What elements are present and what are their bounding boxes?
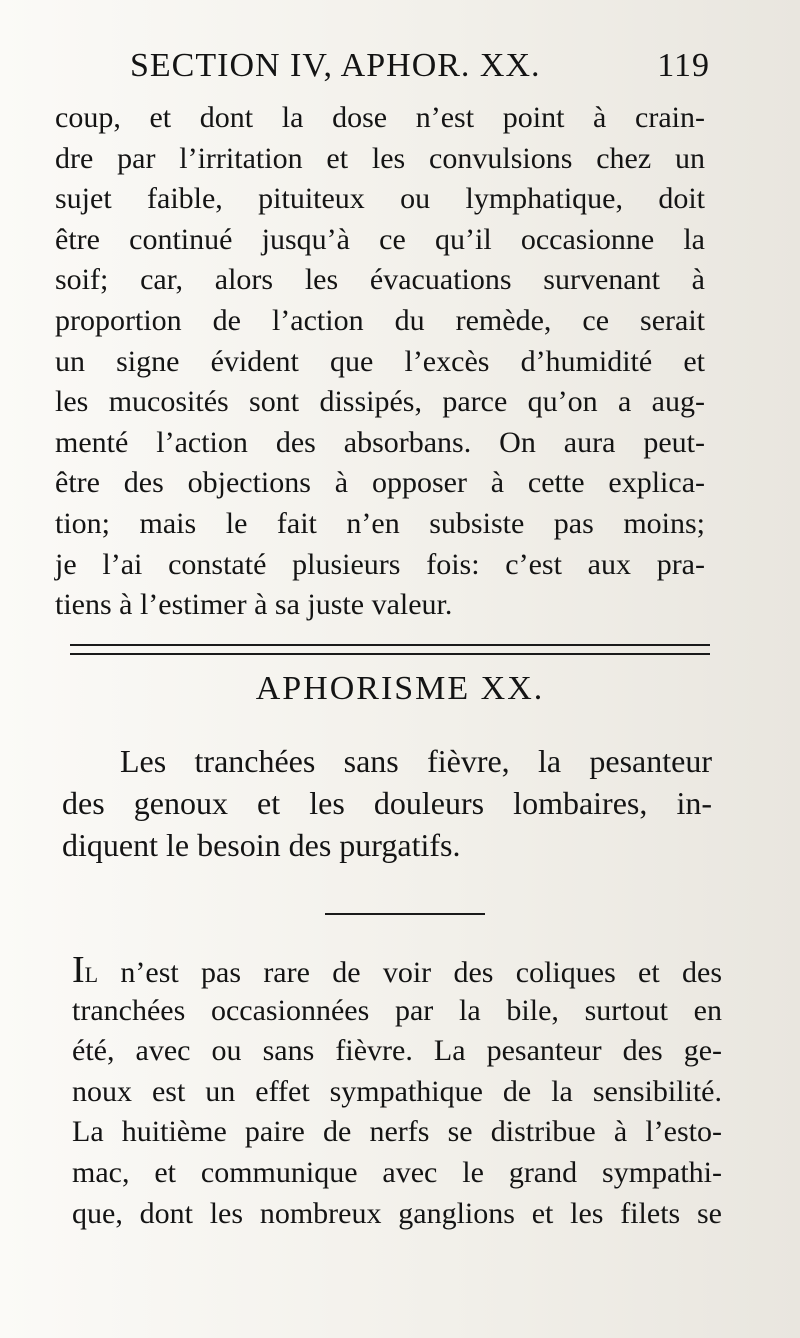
- text-line: La huitième paire de nerfs se distribue à l’esto-: [72, 1115, 722, 1149]
- text-line: Les tranchées sans fièvre, la pesanteur: [120, 743, 712, 779]
- running-header: [130, 44, 710, 88]
- text-line: être continué jusqu’à ce qu’il occasionne la: [55, 222, 705, 256]
- section-divider: [70, 644, 710, 655]
- text-line: un signe évident que l’excès d’humidité et: [55, 344, 705, 378]
- text-line: coup, et dont la dose n’est point à crain-: [55, 101, 705, 134]
- text-line: menté l’action des absorbans. On aura peut-: [55, 425, 705, 459]
- aphorism-text: [62, 740, 712, 866]
- text-line: sujet faible, pituiteux ou lymphatique, doit: [55, 182, 705, 216]
- text-line: été, avec ou sans fièvre. La pesanteur des ge-: [72, 1034, 722, 1068]
- text-line: soif; car, alors les évacuations survenant à: [55, 263, 705, 297]
- text-line: les mucosités sont dissipés, parce qu’on a aug-: [55, 385, 705, 419]
- text-line: proportion de l’action du remède, ce serait: [55, 303, 705, 337]
- text-line: des genoux et les douleurs lombaires, in-: [62, 785, 712, 821]
- short-divider: [325, 913, 485, 915]
- text-line: je l’ai constaté plusieurs fois: c’est aux pra-: [55, 547, 705, 581]
- paragraph-continued: [55, 98, 705, 626]
- page-number: 119: [657, 47, 710, 84]
- text-line: tion; mais le fait n’en subsiste pas moins;: [55, 506, 705, 540]
- text-line: mac, et communique avec le grand sympathi-: [72, 1155, 722, 1189]
- first-line-rest: n’est pas rare de voir des coliques et des: [98, 956, 722, 989]
- text-line: tranchées occasionnées par la bile, surtout en: [72, 993, 722, 1027]
- running-title: SECTION IV, APHOR. XX.: [130, 47, 541, 84]
- drop-cap: I: [72, 949, 85, 991]
- commentary: [72, 950, 722, 1234]
- text-line: tiens à l’estimer à sa juste valeur.: [55, 588, 453, 622]
- text-line: noux est un effet sympathique de la sensibilité.: [72, 1074, 722, 1108]
- text-line: que, dont les nombreux ganglions et les filets se: [72, 1196, 722, 1230]
- text-line: dre par l’irritation et les convulsions chez un: [55, 141, 705, 175]
- aphorism-title: APHORISME XX.: [255, 670, 545, 707]
- small-cap: L: [84, 962, 99, 987]
- text-line: diquent le besoin des purgatifs.: [62, 827, 461, 863]
- text-line: être des objections à opposer à cette explica-: [55, 466, 705, 500]
- text-line: [72, 950, 722, 991]
